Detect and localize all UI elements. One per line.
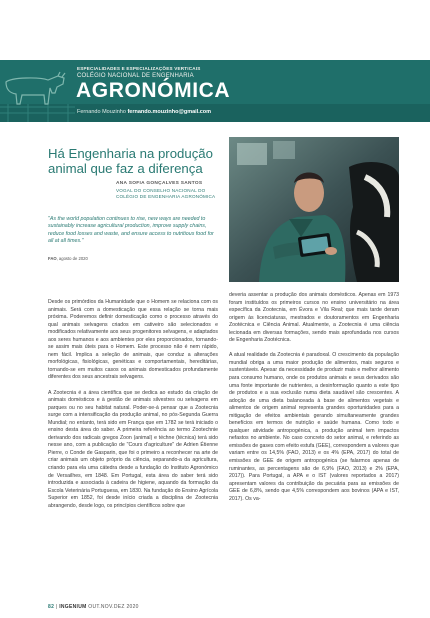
section-editor [77, 109, 211, 115]
body-paragraph: deveria assentar a produção dos animais domésticos. Apenas em 1973 foram instituídos os primeiros cursos no ensino universitário na área específica da Zootecnia, em Évora e Vila Real; que mais tarde deram origem às licenciaturas, mestrados e doutoramentos em Engenharia Zootécnica e Ciência Animal. Atualmente, a Zootecnia é uma ciência lecionada em diversas formações, sendo mais aprofundada nos cursos de Engenharia Zootécnica. [229, 292, 399, 344]
body-column-right [229, 292, 399, 503]
author-name: ANA SOFIA GONÇALVES SANTOS [116, 181, 203, 186]
page-number: 82 [48, 604, 55, 610]
article-headline: Há Engenharia na produção animal que faz a diferença [48, 145, 213, 176]
body-paragraph: A atual realidade da Zootecnia é paradoxal. O crescimento da população mundial obriga a uma maior produção de alimentos, mais seguros e sustentáveis. Apesar da necessidade de produzir mais e melhor alimento para consumo humano, onde os produtos animais e seus derivados são uma fonte importante de nutrientes, a desinformação quanto a este tipo de produtos e a sua exclusão numa dieta saudável são crescentes. A adoção de uma dieta balanceada à base de alimentos vegetais e alimentos de origem animal representa grandes oportunidades para a mitigação de efeitos ambientais gerando simultaneamente grandes benefícios em termos de nutrição e saúde humana. Como todo e qualquer atividade antropogénica, a produção animal tem impactos nefastos no ambiente. No caso concreto do setor animal, e referindo as emissões de gases com efeito estufa (GEE), correspondem a valores que variam entre os 14,5% (FAO, 2013) e os 4% (EPA, 2017) do total de emissões de GEE de origem antropogénica (se falarmos apenas de ruminantes, as percentagens são de 6,9% (FAO, 2013) e 2% (EPA, 2017)). Para Portugal, a APA e o IST (valores reportados a 2017) apresentam valores da contribuição da pecuária para as emissões de GEE de 6,8%, sendo que 4,5% correspondem aos bovinos (APA e IST, 2017). Os va- [229, 352, 399, 502]
section-title: AGRONÓMICA [76, 79, 231, 102]
body-paragraph: A Zootecnia é a área científica que se dedica ao estudo da criação de animais domésticos e à gestão de animais silvestres ou selvagens em parques ou no seu habitat natural. Poder-se-á pensar que a Zootecnia surge com a intensificação da produção animal, no pós-Segunda Guerra Mundial; no entanto, terá sido em França que em 1782 se terá iniciado o ensino desta área do saber. A primeira referência ao termo Zootechnie derivando dos radicais gregos Zoon (animal) e téchne (técnica) terá sido nesse ano, com a publicação de "Cours d'agriculture" de Adrien Étienne Pierre, o Conde de Gasparin, que foi o primeiro a reconhecer na arte de criar animais um objeto próprio da ciência, separando-a da agricultura, criando para ela uma cátedra desde a fundação do Instituto Agronómico de Versailhes, em 1848. Em Portugal, esta área do saber terá sido introduzida e associada à cadeira de higiene, aquando da formação da Escola Veterinária Portuguesa, em 1830. Na fundação do Ensino Agrícola Superior em 1852, foi desde início criada a disciplina de Zootecnia abrangendo, desde logo, os princípios científicos sobre que [48, 389, 218, 509]
quote-source-org: FAO [48, 256, 57, 261]
quote-source [48, 256, 88, 261]
college-name: COLÉGIO NACIONAL DE ENGENHARIA [77, 73, 194, 79]
article-photo [229, 137, 399, 282]
barn-engineer-illustration [229, 137, 399, 282]
section-editor-email[interactable]: fernando.mouzinho@gmail.com [127, 109, 212, 115]
author-role: VOGAL DO CONSELHO NACIONAL DO COLÉGIO DE ENGENHARIA AGRONÓMICA [116, 188, 216, 200]
section-editor-name: Fernando Mouzinho [77, 109, 126, 115]
page-footer [48, 604, 139, 610]
quote-source-date: , agosto de 2020 [56, 256, 88, 261]
magazine-name: INGENIUM [59, 604, 87, 610]
section-kicker: ESPECIALIDADES E ESPECIALIZAÇÕES VERTICAIS [77, 66, 201, 71]
magazine-issue: OUT.NOV.DEZ 2020 [88, 604, 139, 610]
body-column-left [48, 299, 218, 510]
body-paragraph: Desde os primórdios da Humanidade que o Homem se relaciona com os animais. Será com a domesticação que essa relação se torna mais próxima. Poderemos definir domesticação como o processo através do qual animais selvagens criados em cativeiro são selecionados e modificados relativamente aos seus progenitores selvagens, e adaptados aos seres humanos e aos ambientes por eles proporcionados, tornando-se assim mais úteis para o Homem. Este processo não é nem rápido, nem fácil. Implica a seleção de animais, que conduz a alterações morfológicas, fisiológicas, genéticas e comportamentais, hereditárias, tornando-se em muitos casos os animais domesticados profundamente diferentes dos seus ancestrais selvagens. [48, 299, 218, 381]
footer-divider: | [55, 604, 58, 610]
pull-quote: "As the world population continues to rise, new ways are needed to sustainably increase agricultural production, improve supply chains, reduce food losses and waste, and ensure access to nutritious food for all at all times." [48, 216, 214, 244]
